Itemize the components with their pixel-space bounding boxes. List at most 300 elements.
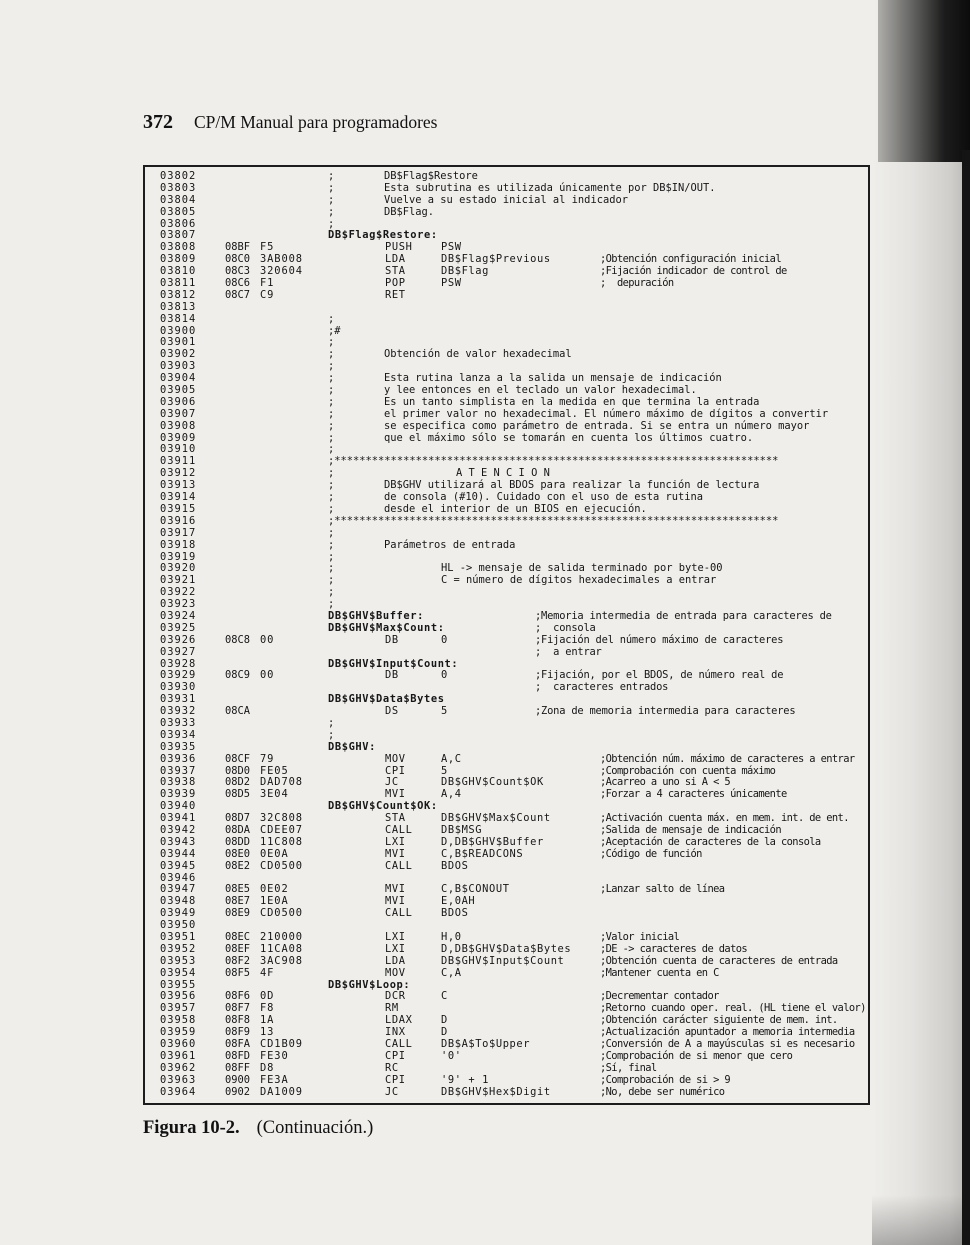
comment: ; caracteres entrados xyxy=(535,681,669,694)
address: 08FD xyxy=(225,1049,251,1062)
line-number: 03914 xyxy=(160,491,197,504)
opcode: CPI xyxy=(385,1049,406,1062)
listing-line xyxy=(0,1063,970,1075)
operand: DB$GHV$Hex$Digit xyxy=(441,1085,551,1098)
comment-text: Esta subrutina es utilizada únicamente por DB$IN/OUT. xyxy=(384,181,716,194)
line-number: 03947 xyxy=(160,883,197,896)
label: ; xyxy=(328,205,335,218)
listing-line xyxy=(0,528,970,540)
comment: ;Decrementar contador xyxy=(600,990,719,1003)
line-number: 03930 xyxy=(160,681,197,694)
bottom-edge-shadow xyxy=(872,1195,962,1245)
operand: DB$GHV$Max$Count xyxy=(441,812,551,825)
operand: 5 xyxy=(441,705,448,718)
address: 08D5 xyxy=(225,788,251,801)
opcode: PUSH xyxy=(385,241,413,254)
line-number: 03943 xyxy=(160,835,197,848)
label: DB$GHV: xyxy=(328,740,376,753)
label: ; xyxy=(328,502,335,515)
opcode: CALL xyxy=(385,823,413,836)
object-code: 3AB008 xyxy=(260,253,303,266)
operand: '0' xyxy=(441,1049,462,1062)
line-number: 03958 xyxy=(160,1014,197,1027)
opcode: LXI xyxy=(385,835,406,848)
line-number: 03934 xyxy=(160,728,197,741)
comment: ; consola xyxy=(535,621,596,634)
operand: H,0 xyxy=(441,931,462,943)
object-code: D8 xyxy=(260,1061,275,1074)
address: 08F5 xyxy=(225,966,251,979)
operand: 0 xyxy=(441,669,448,682)
label: ; xyxy=(328,217,335,230)
operand: 0 xyxy=(441,633,448,646)
object-code: CDEE07 xyxy=(260,823,303,836)
address: 08E0 xyxy=(225,847,251,860)
operand: A,C xyxy=(441,752,462,765)
line-number: 03938 xyxy=(160,776,197,789)
listing-line xyxy=(0,409,970,421)
opcode: RET xyxy=(385,288,406,301)
comment: ;Obtención núm. máximo de caracteres a entrar xyxy=(600,752,855,765)
comment-text: Esta rutina lanza a la salida un mensaje de indicación xyxy=(384,372,722,385)
line-number: 03913 xyxy=(160,479,197,492)
address: 08D7 xyxy=(225,812,251,825)
comment: ;Mantener cuenta en C xyxy=(600,966,719,979)
comment: ;Forzar a 4 caracteres únicamente xyxy=(600,788,787,801)
opcode: DB xyxy=(385,669,399,682)
object-code: 0E0A xyxy=(260,847,289,860)
comment-text: el primer valor no hexadecimal. El número máximo de dígitos a convertir xyxy=(384,407,829,420)
label: ; xyxy=(328,372,335,385)
line-number: 03907 xyxy=(160,407,197,420)
line-number: 03926 xyxy=(160,633,197,646)
comment-text: desde el interior de un BIOS en ejecución. xyxy=(384,502,647,515)
comment: ;No, debe ser numérico xyxy=(600,1085,725,1098)
opcode: LDA xyxy=(385,954,406,967)
line-number: 03948 xyxy=(160,895,197,908)
label: ; xyxy=(328,550,335,563)
comment: ;Lanzar salto de línea xyxy=(600,883,725,896)
line-number: 03940 xyxy=(160,800,197,813)
object-code: FE3A xyxy=(260,1073,289,1086)
operand: C,A xyxy=(441,966,462,979)
opcode: MOV xyxy=(385,966,406,979)
operand: D xyxy=(441,1026,448,1039)
comment-text: se especifica como parámetro de entrada. Si se entra un número mayor xyxy=(384,419,810,432)
comment-text: DB$Flag. xyxy=(384,205,435,218)
operand: PSW xyxy=(441,277,462,290)
label: DB$GHV$Loop: xyxy=(328,978,411,991)
object-code: 0E02 xyxy=(260,883,289,896)
address: 08E7 xyxy=(225,895,251,908)
comment-text: Obtención de valor hexadecimal xyxy=(384,348,572,361)
operand: A,4 xyxy=(441,788,462,801)
line-number: 03912 xyxy=(160,467,197,480)
object-code: 32C808 xyxy=(260,812,303,825)
address: 0900 xyxy=(225,1073,251,1086)
opcode: POP xyxy=(385,277,406,290)
line-number: 03814 xyxy=(160,312,197,325)
object-code: 13 xyxy=(260,1026,275,1039)
address: 08DA xyxy=(225,823,251,836)
address: 08C8 xyxy=(225,633,251,646)
comment: ;Obtención cuenta de caracteres de entrada xyxy=(600,954,838,967)
line-number: 03952 xyxy=(160,942,197,955)
line-number: 03936 xyxy=(160,752,197,765)
listing-line xyxy=(0,670,970,682)
opcode: INX xyxy=(385,1026,406,1039)
operand: D,DB$GHV$Buffer xyxy=(441,835,544,848)
operand: PSW xyxy=(441,241,462,254)
opcode: MVI xyxy=(385,847,406,860)
comment: ;Comprobación de si > 9 xyxy=(600,1073,731,1086)
object-code: FE30 xyxy=(260,1049,289,1062)
comment: ;Conversión de A a mayúsculas si es necesario xyxy=(600,1038,855,1051)
listing-line xyxy=(0,516,970,528)
line-number: 03922 xyxy=(160,586,197,599)
label: ;# xyxy=(328,324,341,337)
line-number: 03812 xyxy=(160,288,197,301)
listing-line xyxy=(0,777,970,789)
listing-line xyxy=(0,1051,970,1063)
listing-line xyxy=(0,718,970,730)
line-number: 03924 xyxy=(160,609,197,622)
label: ;*********************************************************************** xyxy=(328,455,779,468)
listing-line xyxy=(0,623,970,635)
address: 08EF xyxy=(225,942,251,955)
opcode: LXI xyxy=(385,931,406,943)
object-code: 320604 xyxy=(260,265,303,278)
listing-line xyxy=(0,682,970,694)
operand: DB$Flag xyxy=(441,265,489,278)
line-number: 03945 xyxy=(160,859,197,872)
operand: E,0AH xyxy=(441,895,476,908)
comment: ;Salida de mensaje de indicación xyxy=(600,823,781,836)
line-number: 03955 xyxy=(160,978,197,991)
code-listing xyxy=(0,171,970,1098)
line-number: 03909 xyxy=(160,431,197,444)
label: ; xyxy=(328,526,335,539)
listing-line xyxy=(0,540,970,552)
comment-text: DB$Flag$Restore xyxy=(384,170,478,182)
line-number: 03905 xyxy=(160,384,197,397)
line-number: 03911 xyxy=(160,455,197,468)
line-number: 03919 xyxy=(160,550,197,563)
opcode: STA xyxy=(385,812,406,825)
label: ; xyxy=(328,574,335,587)
line-number: 03933 xyxy=(160,716,197,729)
address: 08C9 xyxy=(225,669,251,682)
line-number: 03906 xyxy=(160,395,197,408)
listing-line xyxy=(0,884,970,896)
listing-line xyxy=(0,314,970,326)
listing-line xyxy=(0,706,970,718)
address: 08CF xyxy=(225,752,251,765)
listing-line xyxy=(0,1075,970,1087)
operand: DB$MSG xyxy=(441,823,483,836)
listing-line xyxy=(0,730,970,742)
line-number: 03903 xyxy=(160,360,197,373)
line-number: 03923 xyxy=(160,598,197,611)
line-number: 03951 xyxy=(160,931,197,943)
object-code: 3E04 xyxy=(260,788,289,801)
listing-line xyxy=(0,659,970,671)
label: ; xyxy=(328,419,335,432)
address: 08E9 xyxy=(225,907,251,920)
label: ; xyxy=(328,348,335,361)
listing-line xyxy=(0,896,970,908)
listing-line xyxy=(0,1039,970,1051)
object-code: CD0500 xyxy=(260,907,303,920)
operand: DB$GHV$Input$Count xyxy=(441,954,565,967)
opcode: CALL xyxy=(385,859,413,872)
comment: ;Fijación del número máximo de caracteres xyxy=(535,633,784,646)
opcode: CPI xyxy=(385,764,406,777)
label: DB$GHV$Buffer: xyxy=(328,609,424,622)
opcode: LDAX xyxy=(385,1014,413,1027)
listing-line xyxy=(0,230,970,242)
listing-line xyxy=(0,183,970,195)
listing-line xyxy=(0,290,970,302)
line-number: 03902 xyxy=(160,348,197,361)
line-number: 03928 xyxy=(160,657,197,670)
line-number: 03953 xyxy=(160,954,197,967)
comment-text: que el máximo sólo se tomarán en cuenta los últimos cuatro. xyxy=(384,431,754,444)
label: ; xyxy=(328,728,335,741)
listing-line xyxy=(0,837,970,849)
address: 0902 xyxy=(225,1085,251,1098)
address: 08FF xyxy=(225,1061,251,1074)
listing-line xyxy=(0,861,970,873)
comment: ;DE -> caracteres de datos xyxy=(600,942,748,955)
address: 08F7 xyxy=(225,1002,251,1015)
label: ; xyxy=(328,384,335,397)
opcode: LDA xyxy=(385,253,406,266)
label: ; xyxy=(328,467,335,480)
label: ; xyxy=(328,491,335,504)
address: 08FA xyxy=(225,1038,251,1051)
listing-line xyxy=(0,635,970,647)
object-code: 1E0A xyxy=(260,895,289,908)
object-code: C9 xyxy=(260,288,275,301)
opcode: CPI xyxy=(385,1073,406,1086)
object-code: 1A xyxy=(260,1014,275,1027)
label: ; xyxy=(328,479,335,492)
listing-line xyxy=(0,421,970,433)
line-number: 03915 xyxy=(160,502,197,515)
address: 08DD xyxy=(225,835,251,848)
label: ; xyxy=(328,562,335,575)
address: 08EC xyxy=(225,931,251,943)
opcode: MVI xyxy=(385,895,406,908)
listing-line xyxy=(0,920,970,932)
listing-line xyxy=(0,956,970,968)
label: DB$GHV$Data$Bytes xyxy=(328,693,445,706)
line-number: 03942 xyxy=(160,823,197,836)
comment: ;Activación cuenta máx. en mem. int. de ent. xyxy=(600,812,849,825)
line-number: 03805 xyxy=(160,205,197,218)
object-code: F8 xyxy=(260,1002,275,1015)
comment-text: Vuelve a su estado inicial al indicador xyxy=(384,193,628,206)
label: ; xyxy=(328,181,335,194)
line-number: 03809 xyxy=(160,253,197,266)
listing-line xyxy=(0,433,970,445)
label: DB$Flag$Restore: xyxy=(328,229,438,242)
comment: ;Valor inicial xyxy=(600,931,680,943)
line-number: 03813 xyxy=(160,300,197,313)
listing-line xyxy=(0,849,970,861)
opcode: MOV xyxy=(385,752,406,765)
object-code: F1 xyxy=(260,277,275,290)
comment: ;Sí, final xyxy=(600,1061,657,1074)
opcode: LXI xyxy=(385,942,406,955)
line-number: 03960 xyxy=(160,1038,197,1051)
comment: ;Aceptación de caracteres de la consola xyxy=(600,835,821,848)
object-code: 79 xyxy=(260,752,275,765)
label: DB$GHV$Count$OK: xyxy=(328,800,438,813)
line-number: 03931 xyxy=(160,693,197,706)
line-number: 03950 xyxy=(160,919,197,932)
line-number: 03964 xyxy=(160,1085,197,1098)
figure-label: Figura 10-2. xyxy=(143,1118,240,1138)
label: DB$GHV$Input$Count: xyxy=(328,657,459,670)
object-code: 3AC908 xyxy=(260,954,303,967)
object-code: DAD708 xyxy=(260,776,303,789)
running-title: CP/M Manual para programadores xyxy=(194,112,438,132)
object-code: CD0500 xyxy=(260,859,303,872)
operand: C,B$CONOUT xyxy=(441,883,510,896)
listing-line xyxy=(0,207,970,219)
label: ; xyxy=(328,170,335,182)
address: 08E2 xyxy=(225,859,251,872)
label: ; xyxy=(328,312,335,325)
comment: ; a entrar xyxy=(535,645,602,658)
line-number: 03961 xyxy=(160,1049,197,1062)
operand: BDOS xyxy=(441,859,469,872)
line-number: 03802 xyxy=(160,170,197,182)
comment: ;Código de función xyxy=(600,847,702,860)
figure-caption xyxy=(143,1118,373,1139)
object-code: DA1009 xyxy=(260,1085,303,1098)
line-number: 03917 xyxy=(160,526,197,539)
listing-line xyxy=(0,266,970,278)
comment: ;Actualización apuntador a memoria intermedia xyxy=(600,1026,855,1039)
line-number: 03904 xyxy=(160,372,197,385)
operand: DB$A$To$Upper xyxy=(441,1038,531,1051)
label: ; xyxy=(328,431,335,444)
object-code: 00 xyxy=(260,669,275,682)
operand: DB$Flag$Previous xyxy=(441,253,551,266)
object-code: CD1B09 xyxy=(260,1038,303,1051)
label: ; xyxy=(328,407,335,420)
opcode: STA xyxy=(385,265,406,278)
running-head xyxy=(143,111,437,134)
label: ; xyxy=(328,336,335,349)
listing-line xyxy=(0,694,970,706)
address: 08C6 xyxy=(225,277,251,290)
operand: C xyxy=(441,990,448,1003)
operand: D,DB$GHV$Data$Bytes xyxy=(441,942,572,955)
opcode: DB xyxy=(385,633,399,646)
operand: '9' + 1 xyxy=(441,1073,489,1086)
opcode: JC xyxy=(385,776,399,789)
line-number: 03908 xyxy=(160,419,197,432)
comment-text: Es un tanto simplista en la medida en que termina la entrada xyxy=(384,395,760,408)
comment-text: HL -> mensaje de salida terminado por byte-00 xyxy=(441,562,723,575)
line-number: 03810 xyxy=(160,265,197,278)
line-number: 03962 xyxy=(160,1061,197,1074)
address: 08C7 xyxy=(225,288,251,301)
line-number: 03920 xyxy=(160,562,197,575)
line-number: 03939 xyxy=(160,788,197,801)
listing-line xyxy=(0,278,970,290)
address: 08C0 xyxy=(225,253,251,266)
listing-line xyxy=(0,908,970,920)
address: 08F6 xyxy=(225,990,251,1003)
object-code: 11CA08 xyxy=(260,942,303,955)
address: 08D0 xyxy=(225,764,251,777)
label: ;*********************************************************************** xyxy=(328,514,779,527)
comment: ;Obtención carácter siguiente de mem. int. xyxy=(600,1014,838,1027)
comment: ;Retorno cuando oper. real. (HL tiene el valor) xyxy=(600,1002,866,1015)
listing-line xyxy=(0,611,970,623)
opcode: MVI xyxy=(385,788,406,801)
listing-line xyxy=(0,754,970,766)
listing-line xyxy=(0,647,970,659)
listing-line xyxy=(0,742,970,754)
line-number: 03932 xyxy=(160,705,197,718)
listing-line xyxy=(0,349,970,361)
address: 08C3 xyxy=(225,265,251,278)
operand: D xyxy=(441,1014,448,1027)
label: ; xyxy=(328,193,335,206)
address: 08BF xyxy=(225,241,251,254)
address: 08CA xyxy=(225,705,251,718)
line-number: 03900 xyxy=(160,324,197,337)
object-code: 00 xyxy=(260,633,275,646)
line-number: 03901 xyxy=(160,336,197,349)
line-number: 03918 xyxy=(160,538,197,551)
opcode: JC xyxy=(385,1085,399,1098)
listing-line xyxy=(0,944,970,956)
line-number: 03927 xyxy=(160,645,197,658)
line-number: 03954 xyxy=(160,966,197,979)
listing-line xyxy=(0,326,970,338)
label: ; xyxy=(328,538,335,551)
listing-line xyxy=(0,789,970,801)
line-number: 03935 xyxy=(160,740,197,753)
listing-line xyxy=(0,587,970,599)
page-number: 372 xyxy=(143,111,173,133)
line-number: 03946 xyxy=(160,871,197,884)
line-number: 03929 xyxy=(160,669,197,682)
comment: ;Zona de memoria intermedia para caracteres xyxy=(535,705,796,718)
object-code: 0D xyxy=(260,990,275,1003)
line-number: 03804 xyxy=(160,193,197,206)
listing-line xyxy=(0,195,970,207)
line-number: 03941 xyxy=(160,812,197,825)
listing-line xyxy=(0,813,970,825)
address: 08D2 xyxy=(225,776,251,789)
label: ; xyxy=(328,395,335,408)
opcode: RC xyxy=(385,1061,399,1074)
comment: ; depuración xyxy=(600,277,674,290)
address: 08F9 xyxy=(225,1026,251,1039)
address: 08F2 xyxy=(225,954,251,967)
line-number: 03925 xyxy=(160,621,197,634)
comment-text: Parámetros de entrada xyxy=(384,538,516,551)
line-number: 03949 xyxy=(160,907,197,920)
